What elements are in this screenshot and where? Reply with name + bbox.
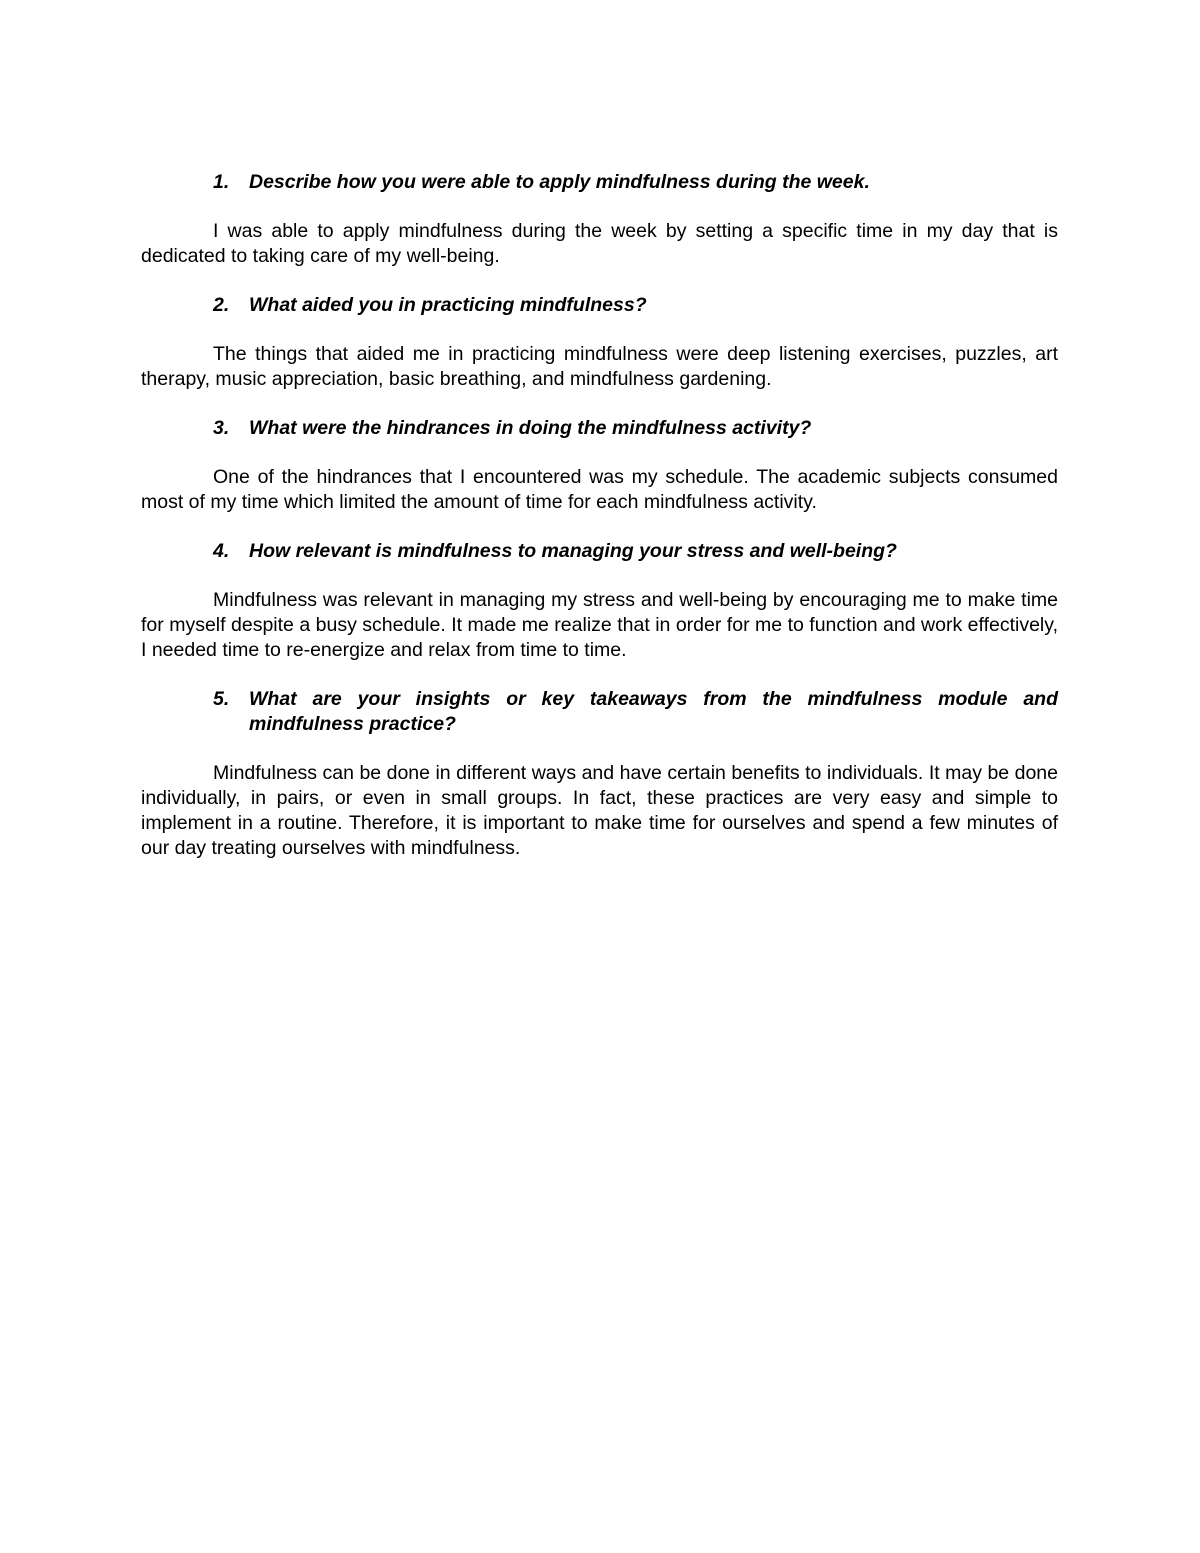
question-number: 2. <box>213 294 230 316</box>
answer-3: One of the hindrances that I encountered was my schedule. The academic subjects consumed most of my time which limited the amount of time for each mindfulness activity. <box>141 466 1058 513</box>
question-text: What aided you in practicing mindfulness? <box>249 294 647 316</box>
question-text: Describe how you were able to apply mindfulness during the week. <box>249 171 870 193</box>
question-number: 4. <box>213 540 230 562</box>
qa-item-1 <box>141 170 1058 269</box>
question-4 <box>141 539 1058 564</box>
question-3 <box>141 416 1058 441</box>
document-body <box>141 170 1058 885</box>
question-number: 1. <box>213 171 230 193</box>
qa-item-4 <box>141 539 1058 663</box>
question-1 <box>141 170 1058 195</box>
question-number: 3. <box>213 417 230 439</box>
question-text: How relevant is mindfulness to managing your stress and well-being? <box>249 540 897 562</box>
answer-1: I was able to apply mindfulness during the week by setting a specific time in my day that is dedicated to taking care of my well-being. <box>141 220 1058 267</box>
answer-5: Mindfulness can be done in different ways and have certain benefits to individuals. It may be done individually, in pairs, or even in small groups. In fact, these practices are very easy and simple to implement in a routine. Therefore, it is important to make time for ourselves and spend a few minutes of our day treating ourselves with mindfulness. <box>141 762 1058 859</box>
question-text: What were the hindrances in doing the mindfulness activity? <box>249 417 812 439</box>
answer-2: The things that aided me in practicing mindfulness were deep listening exercises, puzzles, art therapy, music appreciation, basic breathing, and mindfulness gardening. <box>141 343 1058 390</box>
qa-item-5 <box>141 687 1058 861</box>
question-number: 5. <box>213 688 230 710</box>
question-2 <box>141 293 1058 318</box>
answer-4: Mindfulness was relevant in managing my stress and well-being by encouraging me to make time for myself despite a busy schedule. It made me realize that in order for me to function and work effectively, I needed time to re-energize and relax from time to time. <box>141 589 1058 661</box>
question-5 <box>141 687 1058 737</box>
qa-item-2 <box>141 293 1058 392</box>
qa-item-3 <box>141 416 1058 515</box>
question-text: What are your insights or key takeaways from the mindfulness module and mindfulness practice? <box>249 688 1058 735</box>
